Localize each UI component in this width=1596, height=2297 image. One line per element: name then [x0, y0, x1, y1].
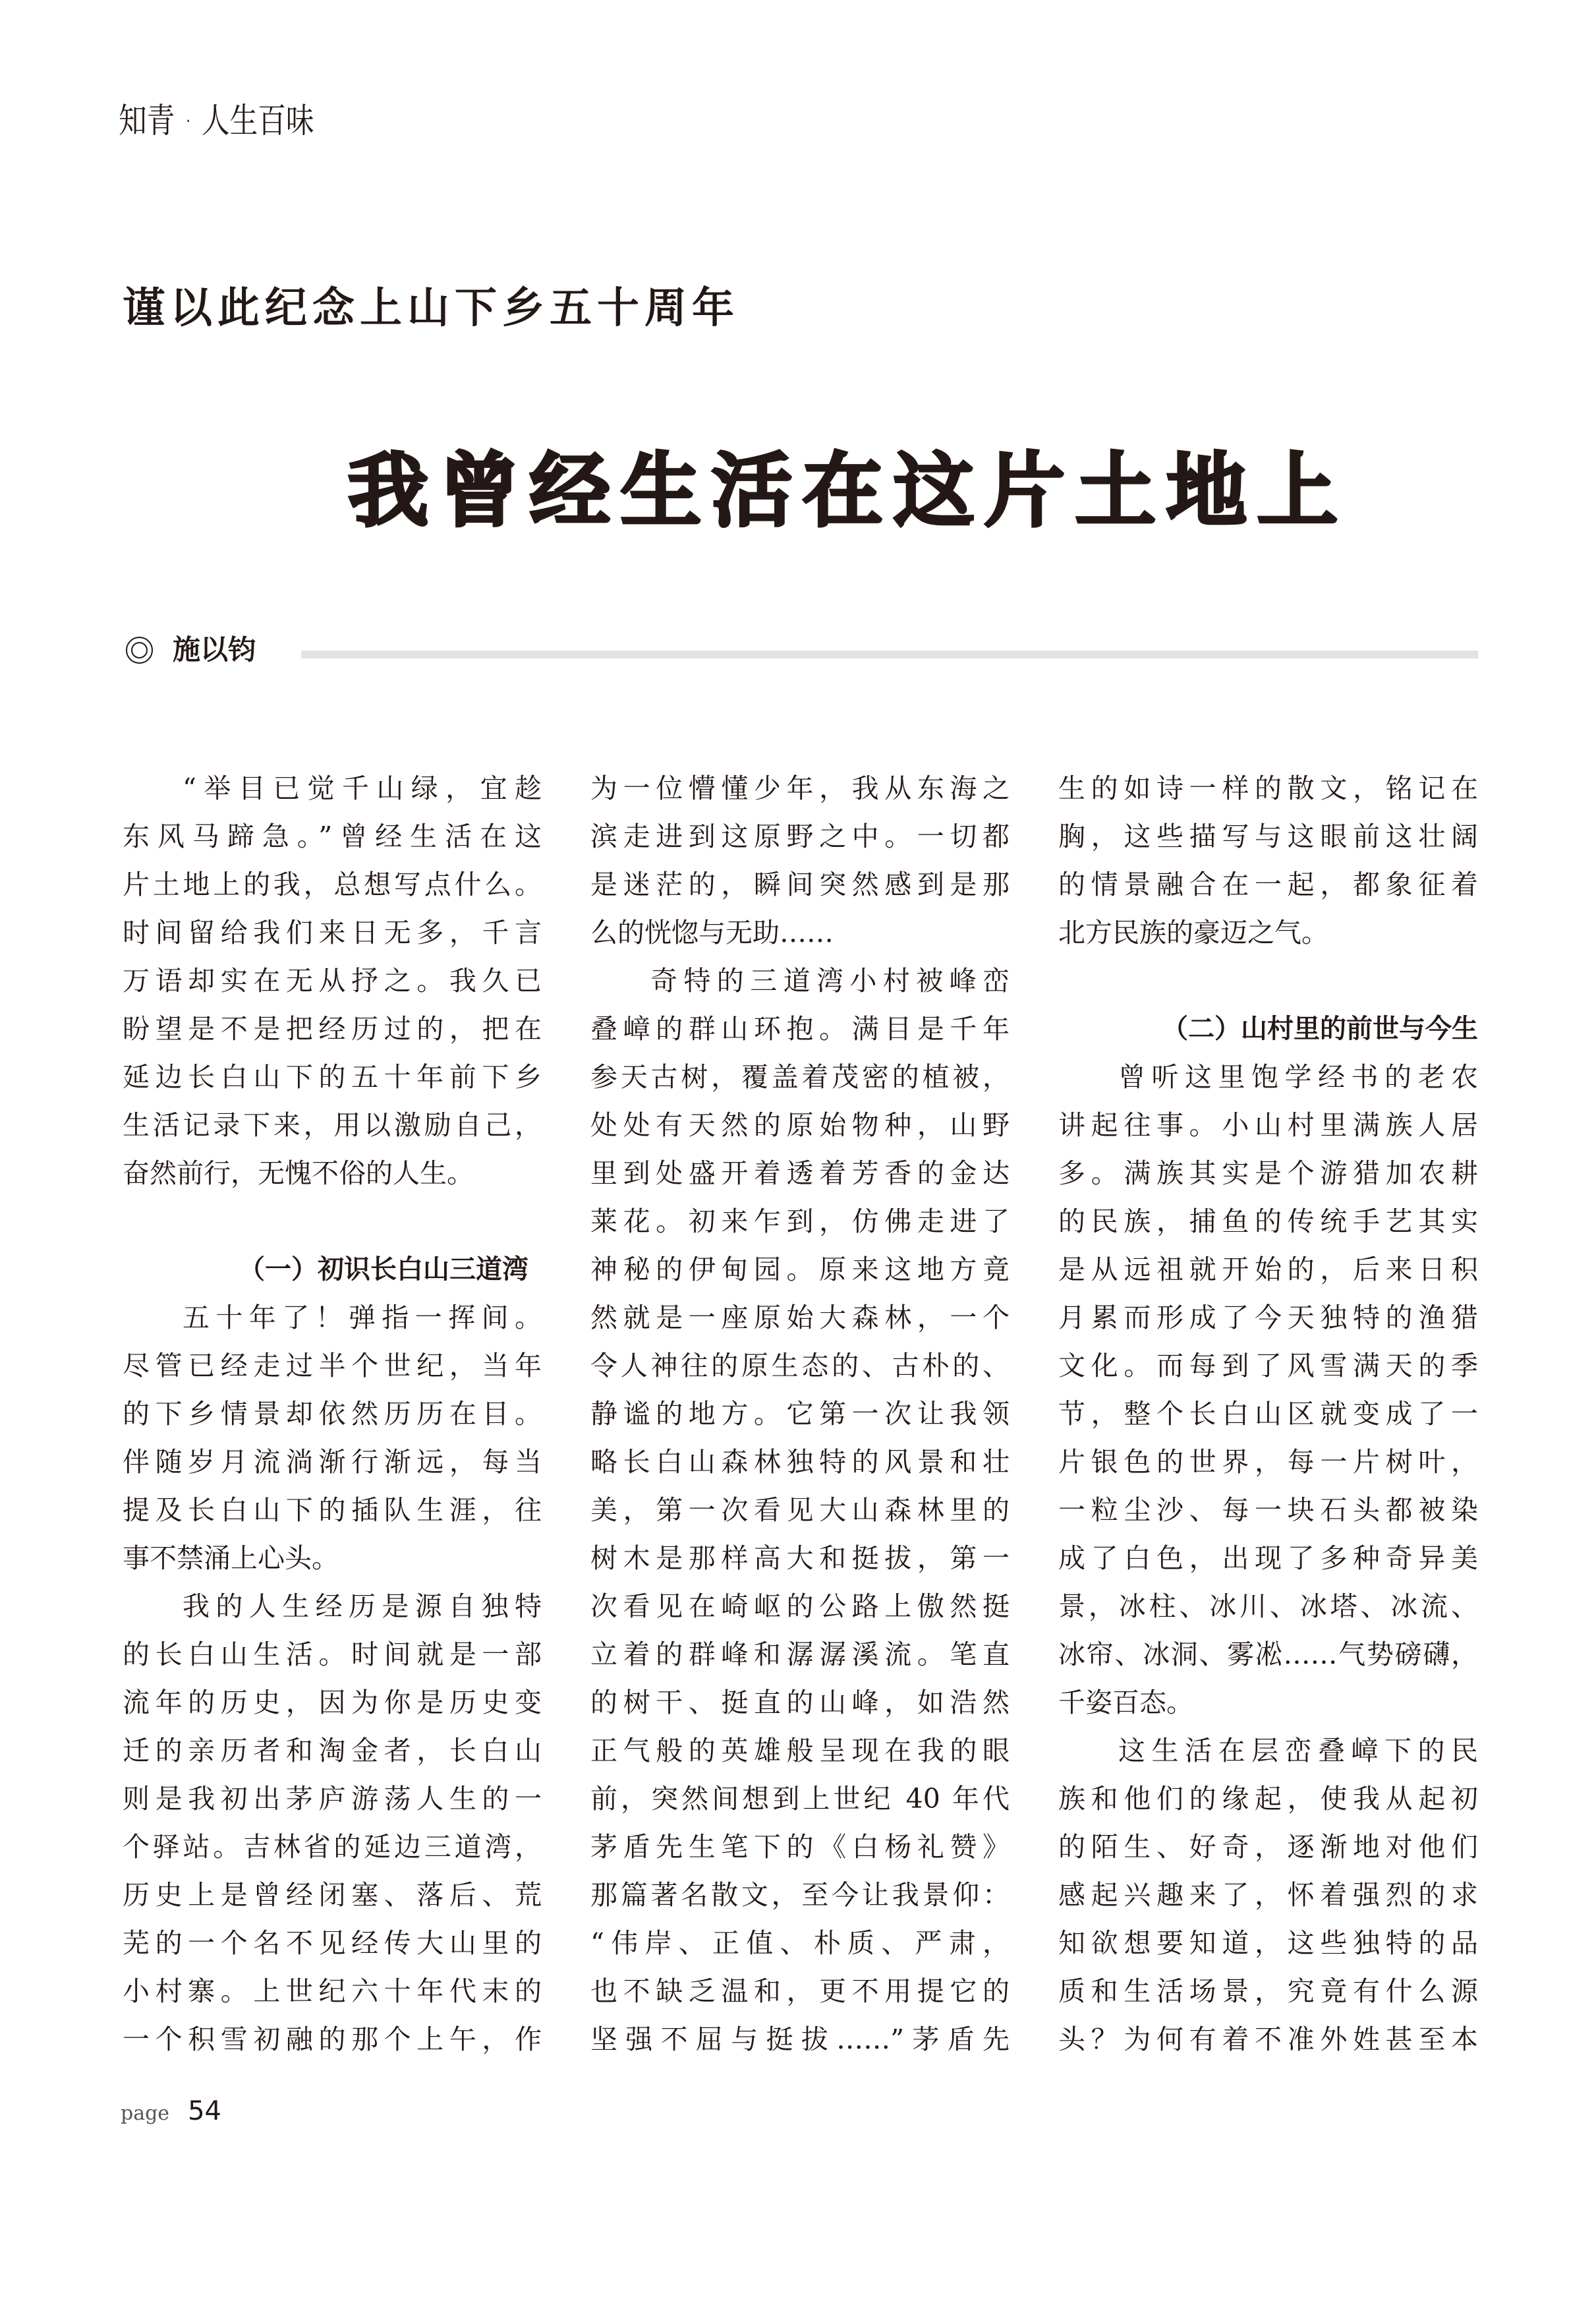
text-line: “举目已觉千山绿，宜趁 — [183, 772, 542, 804]
text-line: 多。满族其实是个游猎加农耕 — [1058, 1157, 1478, 1189]
text-line: 讲起往事。小山村里满族人居 — [1058, 1109, 1478, 1141]
text-line: 头？为何有着不准外姓甚至本 — [1058, 2023, 1478, 2055]
text-line: 质和生活场景，究竟有什么源 — [1058, 1975, 1478, 2007]
paragraph — [1058, 1053, 1478, 1727]
text-line: 则是我初出茅庐游荡人生的一 — [123, 1783, 542, 1815]
text-line: 万语却实在无从抒之。我久已 — [123, 965, 542, 997]
text-line: 正气般的英雄般呈现在我的眼 — [590, 1735, 1010, 1766]
text-line: 胸，这些描写与这眼前这壮阔 — [1058, 821, 1478, 852]
text-line: 族和他们的缘起，使我从起初 — [1058, 1783, 1478, 1815]
text-line: 伴随岁月流淌渐行渐远，每当 — [123, 1446, 542, 1478]
text-line: 盼望是不是把经历过的，把在 — [123, 1013, 542, 1045]
text-line: 奋然前行，无愧不俗的人生。 — [123, 1157, 474, 1189]
text-line: 然就是一座原始大森林，一个 — [590, 1302, 1010, 1333]
text-line: 坚强不屈与挺拔……”茅盾先 — [590, 2023, 1010, 2055]
text-line: 迁的亲历者和淘金者，长白山 — [123, 1735, 542, 1766]
text-line: 景，冰柱、冰川、冰塔、冰流、 — [1058, 1590, 1478, 1622]
paragraph — [123, 1294, 542, 1583]
paragraph — [1058, 765, 1478, 957]
text-line: 立着的群峰和潺潺溪流。笔直 — [590, 1639, 1010, 1670]
article-column — [123, 765, 542, 2064]
text-line: 事不禁涌上心头。 — [123, 1542, 339, 1574]
paragraph — [590, 765, 1010, 957]
text-line: 知欲想要知道，这些独特的品 — [1058, 1927, 1478, 1959]
text-line: 处处有天然的原始物种，山野 — [590, 1109, 1010, 1141]
text-line: 静谧的地方。它第一次让我领 — [590, 1398, 1010, 1430]
text-line: 令人神往的原生态的、古朴的、 — [590, 1350, 1010, 1381]
text-line: 节，整个长白山区就变成了一 — [1058, 1398, 1478, 1430]
paragraph — [123, 765, 542, 1198]
text-line: 神秘的伊甸园。原来这地方竟 — [590, 1254, 1010, 1285]
text-line: 东风马蹄急。”曾经生活在这 — [123, 821, 542, 852]
text-line: 北方民族的豪迈之气。 — [1058, 917, 1328, 948]
text-line: 的下乡情景却依然历历在目。 — [123, 1398, 542, 1430]
text-line: 那篇著名散文，至今让我景仰： — [590, 1879, 1010, 1911]
text-line: 的情景融合在一起，都象征着 — [1058, 869, 1478, 900]
text-line: 五十年了！弹指一挥间。 — [183, 1302, 542, 1333]
text-line: 也不缺乏温和，更不用提它的 — [590, 1975, 1010, 2007]
text-line: 的树干、挺直的山峰，如浩然 — [590, 1687, 1010, 1718]
author-name: 施以钧 — [173, 633, 256, 666]
text-line: 生的如诗一样的散文，铭记在 — [1058, 772, 1478, 804]
text-line: 生活记录下来，用以激励自己， — [123, 1109, 542, 1141]
page-title: 我曾经生活在这片土地上 — [348, 444, 1348, 538]
text-line: 芜的一个名不见经传大山里的 — [123, 1927, 542, 1959]
divider — [301, 651, 1478, 658]
paragraph — [1058, 1727, 1478, 2064]
text-line: 树木是那样高大和挺拔，第一 — [590, 1542, 1010, 1574]
text-line: 曾听这里饱学经书的老农 — [1118, 1061, 1478, 1093]
page-footer — [121, 2096, 221, 2126]
text-line: 一个积雪初融的那个上午，作 — [123, 2023, 542, 2055]
text-line: 的长白山生活。时间就是一部 — [123, 1639, 542, 1670]
text-line: 个驿站。吉林省的延边三道湾， — [123, 1831, 542, 1863]
text-line: 片银色的世界，每一片树叶， — [1058, 1446, 1478, 1478]
text-line: 美，第一次看见大山森林里的 — [590, 1494, 1010, 1526]
text-line: 是迷茫的，瞬间突然感到是那 — [590, 869, 1010, 900]
text-line: “伟岸、正值、朴质、严肃， — [590, 1927, 1010, 1959]
page-number: 54 — [188, 2096, 221, 2126]
subtitle: 谨以此纪念上山下乡五十周年 — [123, 284, 739, 333]
text-line: 这生活在层峦叠嶂下的民 — [1118, 1735, 1478, 1766]
text-line: 奇特的三道湾小村被峰峦 — [650, 965, 1010, 997]
text-line: 片土地上的我，总想写点什么。 — [123, 869, 542, 900]
section-heading: （二）山村里的前世与今生 — [1162, 1014, 1478, 1044]
text-line: 前，突然间想到上世纪 40 年代 — [590, 1783, 1010, 1815]
text-line: 叠嶂的群山环抱。满目是千年 — [590, 1013, 1010, 1045]
text-line: 历史上是曾经闭塞、落后、荒 — [123, 1879, 542, 1911]
text-line: 文化。而每到了风雪满天的季 — [1058, 1350, 1478, 1381]
article-column — [590, 765, 1010, 2064]
text-line: 茅盾先生笔下的《白杨礼赞》 — [590, 1831, 1010, 1863]
text-line: 是从远祖就开始的，后来日积 — [1058, 1254, 1478, 1285]
paragraph — [590, 957, 1010, 2064]
text-line: 月累而形成了今天独特的渔猎 — [1058, 1302, 1478, 1333]
text-line: 参天古树，覆盖着茂密的植被， — [590, 1061, 1010, 1093]
text-line: 次看见在崎岖的公路上傲然挺 — [590, 1590, 1010, 1622]
text-line: 的陌生、好奇，逐渐地对他们 — [1058, 1831, 1478, 1863]
section-label: 知青 · 人生百味 — [119, 102, 314, 141]
text-line: 么的恍惚与无助…… — [590, 917, 834, 948]
text-line: 略长白山森林独特的风景和壮 — [590, 1446, 1010, 1478]
text-line: 尽管已经走过半个世纪，当年 — [123, 1350, 542, 1381]
double-circle-icon — [126, 637, 153, 664]
text-line: 的民族，捕鱼的传统手艺其实 — [1058, 1206, 1478, 1237]
text-line: 延边长白山下的五十年前下乡 — [123, 1061, 542, 1093]
paragraph — [123, 1583, 542, 2064]
text-line: 小村寨。上世纪六十年代末的 — [123, 1975, 542, 2007]
text-line: 感起兴趣来了，怀着强烈的求 — [1058, 1879, 1478, 1911]
article-column — [1058, 765, 1478, 2064]
section-heading: （一）初识长白山三道湾 — [239, 1254, 528, 1285]
text-line: 里到处盛开着透着芳香的金达 — [590, 1157, 1010, 1189]
text-line: 成了白色，出现了多种奇异美 — [1058, 1542, 1478, 1574]
text-line: 一粒尘沙、每一块石头都被染 — [1058, 1494, 1478, 1526]
text-line: 提及长白山下的插队生涯，往 — [123, 1494, 542, 1526]
text-line: 冰帘、冰洞、雾凇……气势磅礴， — [1058, 1639, 1478, 1670]
text-line: 流年的历史，因为你是历史变 — [123, 1687, 542, 1718]
text-line: 千姿百态。 — [1058, 1687, 1193, 1718]
text-line: 莱花。初来乍到，仿佛走进了 — [590, 1206, 1010, 1237]
text-line: 时间留给我们来日无多，千言 — [123, 917, 542, 948]
text-line: 我的人生经历是源自独特 — [183, 1590, 542, 1622]
text-line: 为一位懵懂少年，我从东海之 — [590, 772, 1010, 804]
page-label: page — [121, 2102, 170, 2125]
text-line: 滨走进到这原野之中。一切都 — [590, 821, 1010, 852]
